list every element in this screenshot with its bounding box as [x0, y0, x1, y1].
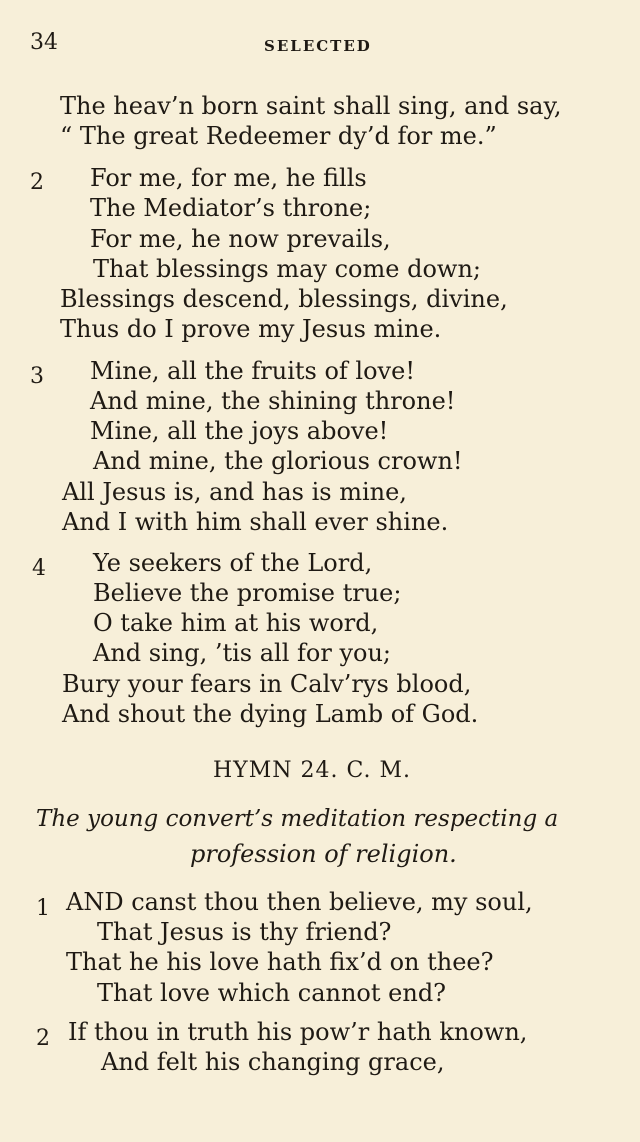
verse-line: For me, he now prevails,	[90, 225, 391, 253]
verse-line: “ The great Redeemer dy’d for me.”	[60, 122, 497, 150]
hymn-subtitle: The young convert’s meditation respecting a	[36, 806, 559, 832]
verse-line: And sing, ’tis all for you;	[93, 639, 392, 667]
verse-line: Believe the promise true;	[93, 579, 402, 607]
verse-line: That Jesus is thy friend?	[97, 918, 392, 946]
verse-line: That he his love hath fix’d on thee?	[66, 948, 494, 976]
verse-line: For me, for me, he fills	[90, 164, 367, 192]
verse-number: 1	[36, 896, 50, 921]
verse-line: And I with him shall ever shine.	[62, 508, 449, 536]
verse-line: And mine, the glorious crown!	[93, 447, 463, 475]
verse-line: Blessings descend, blessings, divine,	[60, 285, 508, 313]
verse-number: 2	[30, 170, 44, 195]
verse-line: The heav’n born saint shall sing, and say,	[60, 92, 562, 120]
verse-number: 3	[30, 364, 44, 389]
verse-line: Bury your fears in Calv’rys blood,	[62, 670, 472, 698]
verse-line: And felt his changing grace,	[101, 1048, 445, 1076]
verse-line: Ye seekers of the Lord,	[93, 549, 373, 577]
hymn-subtitle: profession of religion.	[190, 840, 457, 868]
verse-line: If thou in truth his pow’r hath known,	[68, 1018, 528, 1046]
hymn-heading: HYMN 24. C. M.	[213, 758, 412, 783]
verse-line: And mine, the shining throne!	[90, 387, 456, 415]
verse-number: 2	[36, 1026, 50, 1051]
verse-line: That love which cannot end?	[97, 979, 447, 1007]
running-head: SELECTED	[264, 37, 372, 55]
verse-line: And shout the dying Lamb of God.	[62, 700, 479, 728]
page-number: 34	[30, 30, 58, 55]
verse-line: AND canst thou then believe, my soul,	[66, 888, 533, 916]
verse-line: That blessings may come down;	[93, 255, 481, 283]
verse-line: Mine, all the joys above!	[90, 417, 389, 445]
verse-line: O take him at his word,	[93, 609, 379, 637]
verse-line: Thus do I prove my Jesus mine.	[60, 315, 442, 343]
verse-line: The Mediator’s throne;	[90, 194, 372, 222]
verse-line: All Jesus is, and has is mine,	[62, 478, 407, 506]
verse-line: Mine, all the fruits of love!	[90, 357, 415, 385]
verse-number: 4	[32, 556, 46, 581]
